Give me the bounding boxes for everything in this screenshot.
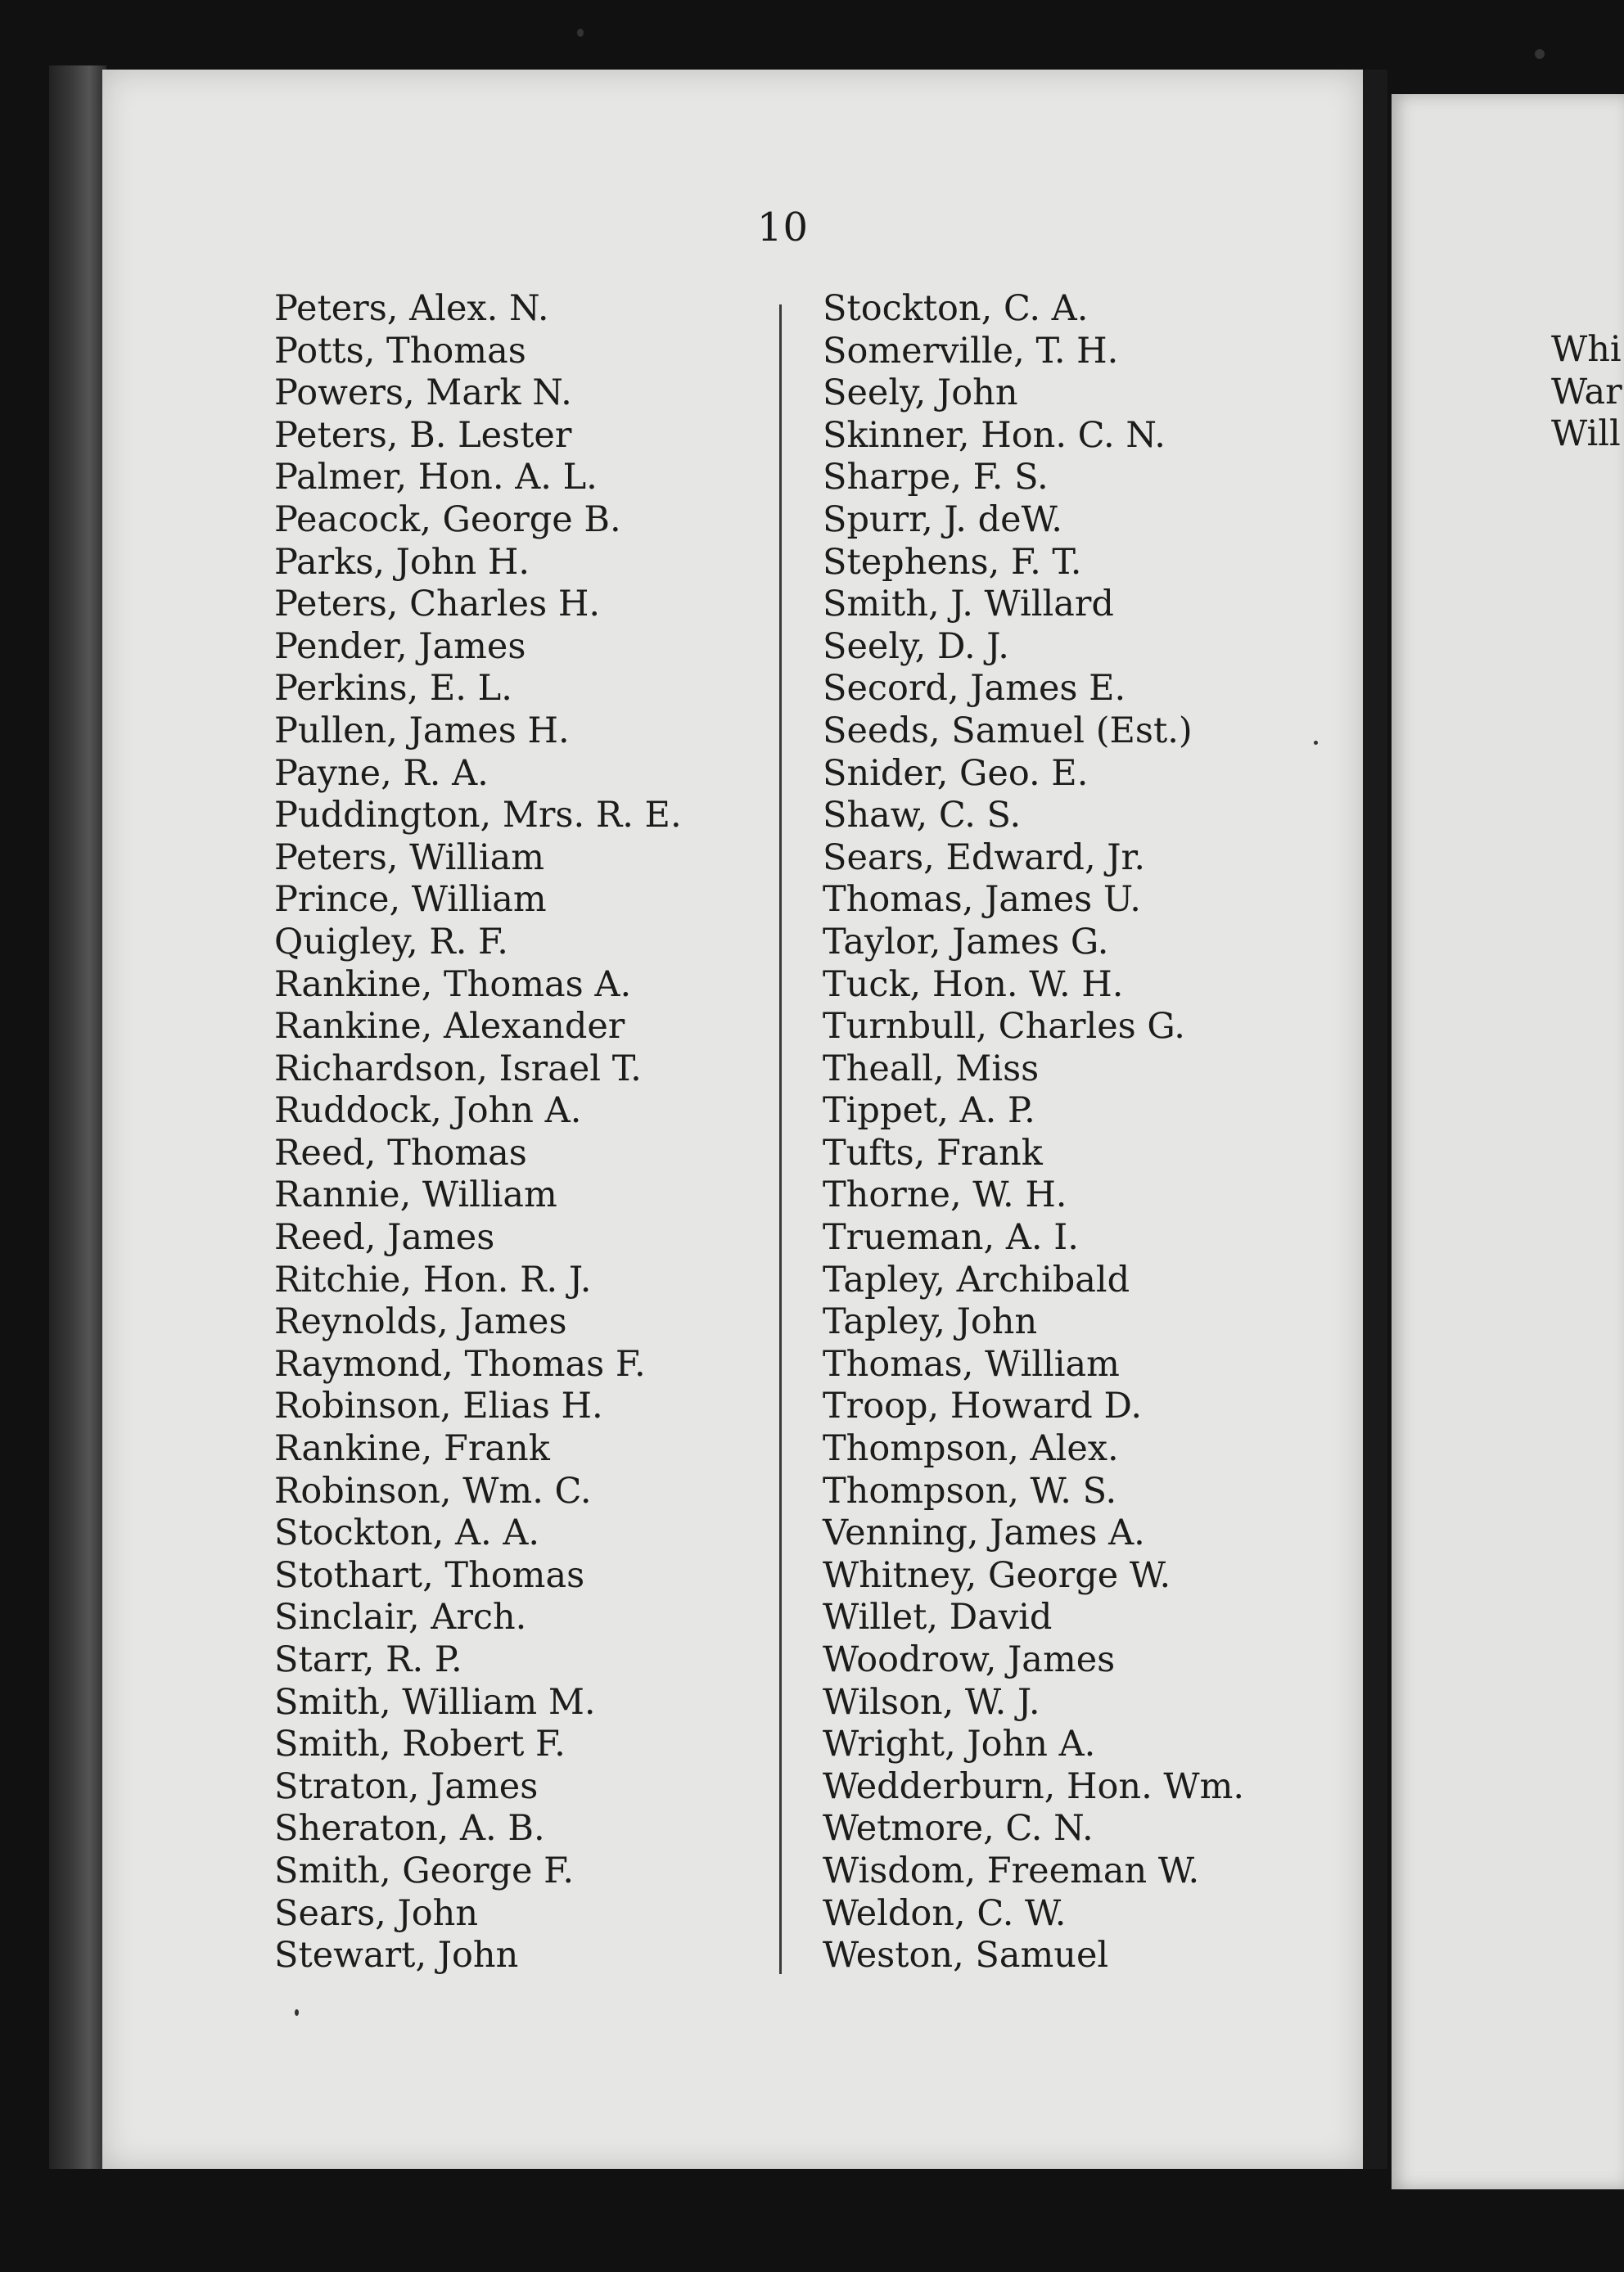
right-column-entry: Tufts, Frank — [823, 1132, 1043, 1174]
left-column-entry: Peters, Charles H. — [274, 584, 601, 625]
left-column-entry: Parks, John H. — [274, 541, 530, 583]
left-column-entry: Rankine, Alexander — [274, 1006, 625, 1048]
left-column-entry: Sears, John — [274, 1892, 479, 1934]
right-column-entry: Shaw, C. S. — [823, 795, 1022, 836]
left-column-entry: Reed, James — [274, 1217, 495, 1259]
right-name-column — [823, 288, 1244, 1977]
right-column-entry: Willet, David — [823, 1597, 1053, 1639]
left-column-entry: Smith, William M. — [274, 1681, 596, 1723]
page-gutter — [1363, 70, 1387, 2169]
right-column-entry: Smith, J. Willard — [823, 584, 1114, 625]
left-column-entry: Smith, George F. — [274, 1850, 574, 1891]
right-column-entry: Venning, James A. — [823, 1512, 1145, 1554]
left-column-entry: Palmer, Hon. A. L. — [274, 457, 598, 498]
left-column-entry: Pender, James — [274, 625, 526, 667]
left-column-entry: Stothart, Thomas — [274, 1554, 585, 1596]
left-column-entry: Powers, Mark N. — [274, 372, 572, 414]
right-column-entry: Secord, James E. — [823, 668, 1126, 710]
right-column-entry: Tuck, Hon. W. H. — [823, 963, 1124, 1005]
left-column-entry: Stewart, John — [274, 1935, 519, 1977]
right-column-entry: Seely, D. J. — [823, 625, 1009, 667]
facing-page-name-column — [1551, 329, 1622, 456]
right-column-entry: Turnbull, Charles G. — [823, 1006, 1185, 1048]
right-column-entry: Theall, Miss — [823, 1048, 1040, 1089]
right-column-entry: Snider, Geo. E. — [823, 752, 1089, 794]
right-column-entry: Wright, John A. — [823, 1724, 1096, 1765]
dust-speck — [577, 29, 584, 37]
right-column-entry: Thompson, Alex. — [823, 1428, 1119, 1470]
page-number: 10 — [757, 205, 810, 250]
left-column-entry: Peters, Alex. N. — [274, 288, 549, 329]
left-column-entry: Richardson, Israel T. — [274, 1048, 642, 1089]
right-column-entry: Seely, John — [823, 372, 1018, 414]
right-column-entry: Wilson, W. J. — [823, 1681, 1040, 1723]
right-column-entry: Skinner, Hon. C. N. — [823, 414, 1166, 456]
left-column-entry: Pullen, James H. — [274, 710, 570, 751]
right-column-entry: Sharpe, F. S. — [823, 457, 1049, 498]
left-column-entry: Starr, R. P. — [274, 1639, 462, 1680]
left-column-entry: Smith, Robert F. — [274, 1724, 566, 1765]
left-column-entry: Quigley, R. F. — [274, 921, 508, 962]
column-divider — [779, 304, 782, 1974]
right-column-entry: Stockton, C. A. — [823, 288, 1089, 329]
right-column-entry: Thompson, W. S. — [823, 1470, 1117, 1512]
left-column-entry: Reed, Thomas — [274, 1132, 527, 1174]
left-name-column — [274, 288, 682, 1977]
right-column-entry: Taylor, James G. — [823, 921, 1109, 962]
left-column-entry: Reynolds, James — [274, 1301, 567, 1343]
left-column-entry: Peters, B. Lester — [274, 414, 572, 456]
right-column-entry: Seeds, Samuel (Est.) — [823, 710, 1193, 751]
left-column-entry: Rannie, William — [274, 1174, 557, 1216]
right-column-entry: Wedderburn, Hon. Wm. — [823, 1765, 1245, 1807]
right-column-entry: Somerville, T. H. — [823, 330, 1119, 372]
left-column-entry: Stockton, A. A. — [274, 1512, 540, 1554]
left-column-entry: Peacock, George B. — [274, 498, 621, 540]
facing-page-entry: Will — [1551, 413, 1621, 455]
right-column-entry: Sears, Edward, Jr. — [823, 836, 1146, 878]
left-column-entry: Prince, William — [274, 879, 547, 921]
left-column-entry: Puddington, Mrs. R. E. — [274, 795, 682, 836]
left-column-entry: Perkins, E. L. — [274, 668, 512, 710]
dust-speck — [1314, 741, 1318, 745]
left-column-entry: Rankine, Thomas A. — [274, 963, 632, 1005]
right-column-entry: Troop, Howard D. — [823, 1386, 1143, 1427]
right-column-entry: Tapley, Archibald — [823, 1259, 1130, 1301]
book-spine — [49, 65, 106, 2169]
right-column-entry: Wetmore, C. N. — [823, 1808, 1094, 1850]
left-column-entry: Peters, William — [274, 836, 544, 878]
right-column-entry: Whitney, George W. — [823, 1554, 1171, 1596]
right-column-entry: Stephens, F. T. — [823, 541, 1082, 583]
left-column-entry: Payne, R. A. — [274, 752, 489, 794]
right-column-entry: Spurr, J. deW. — [823, 498, 1062, 540]
left-column-entry: Sheraton, A. B. — [274, 1808, 545, 1850]
left-column-entry: Sinclair, Arch. — [274, 1597, 527, 1639]
right-column-entry: Tapley, John — [823, 1301, 1038, 1343]
left-column-entry: Ritchie, Hon. R. J. — [274, 1259, 592, 1301]
left-column-entry: Potts, Thomas — [274, 330, 526, 372]
left-column-entry: Rankine, Frank — [274, 1428, 550, 1470]
dust-speck — [295, 2009, 299, 2016]
dust-speck — [1535, 49, 1545, 59]
right-column-entry: Wisdom, Freeman W. — [823, 1850, 1200, 1891]
right-column-entry: Tippet, A. P. — [823, 1090, 1035, 1132]
right-column-entry: Trueman, A. I. — [823, 1217, 1079, 1259]
left-column-entry: Ruddock, John A. — [274, 1090, 582, 1132]
left-column-entry: Straton, James — [274, 1765, 539, 1807]
facing-page-entry: War — [1551, 371, 1622, 412]
facing-page-entry: Whi — [1551, 329, 1622, 370]
right-column-entry: Woodrow, James — [823, 1639, 1116, 1680]
right-column-entry: Weldon, C. W. — [823, 1892, 1067, 1934]
right-column-entry: Thomas, James U. — [823, 879, 1141, 921]
left-column-entry: Robinson, Wm. C. — [274, 1470, 592, 1512]
left-column-entry: Robinson, Elias H. — [274, 1386, 603, 1427]
right-column-entry: Thomas, William — [823, 1343, 1120, 1385]
left-column-entry: Raymond, Thomas F. — [274, 1343, 646, 1385]
right-column-entry: Weston, Samuel — [823, 1935, 1109, 1977]
right-column-entry: Thorne, W. H. — [823, 1174, 1067, 1216]
